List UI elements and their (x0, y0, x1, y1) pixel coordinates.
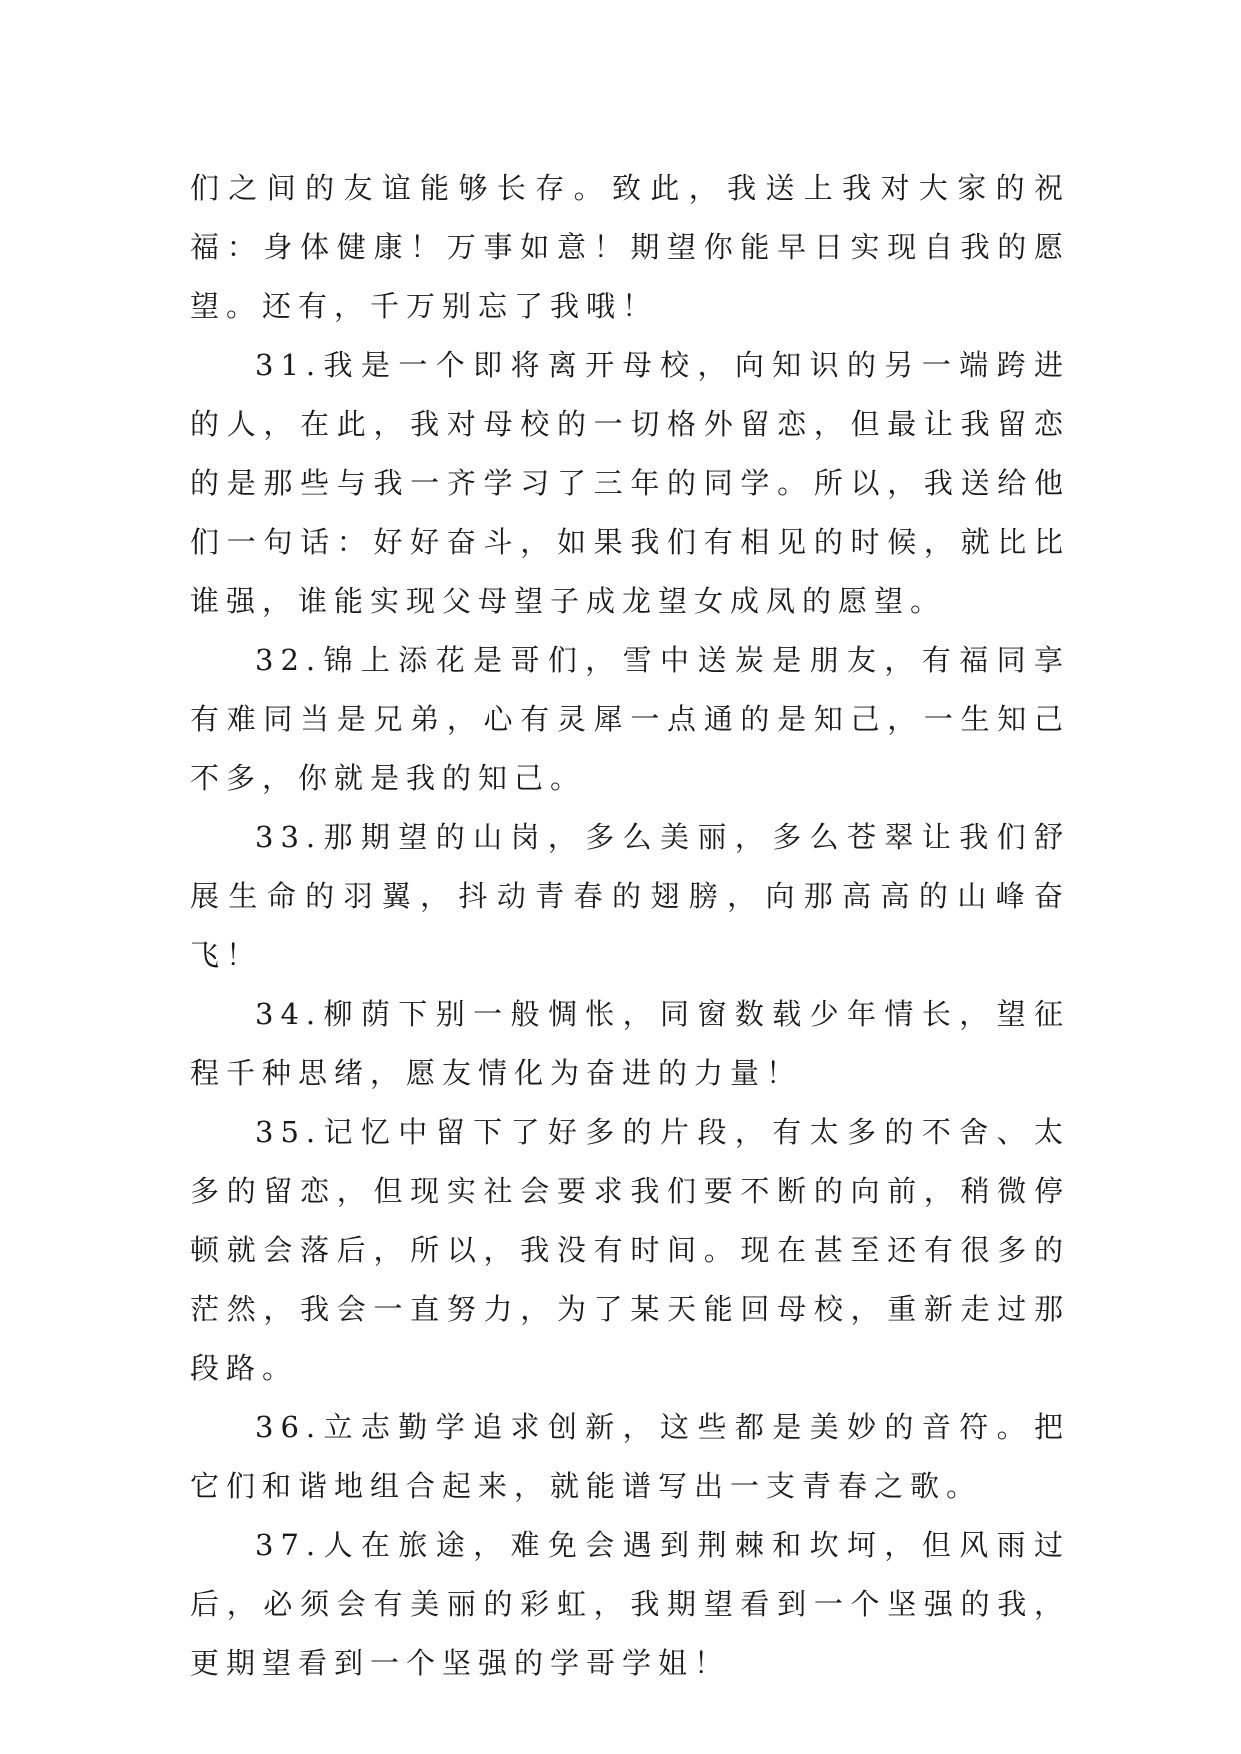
paragraph-continuation: 们之间的友谊能够长存。致此，我送上我对大家的祝福：身体健康！万事如意！期望你能早日实现自我的愿望。还有，千万别忘了我哦！ (190, 171, 1070, 323)
paragraph-item-33: 33.那期望的山岗，多么美丽，多么苍翠让我们舒展生命的羽翼，抖动青春的翅膀，向那高高的山峰奋飞！ (190, 820, 1070, 972)
paragraph-item-36: 36.立志勤学追求创新，这些都是美妙的音符。把它们和谐地组合起来，就能谱写出一支青春之歌。 (190, 1410, 1070, 1503)
paragraph-item-37: 37.人在旅途，难免会遇到荆棘和坎坷，但风雨过后，必须会有美丽的彩虹，我期望看到一个坚强的我，更期望看到一个坚强的学哥学姐！ (190, 1528, 1070, 1680)
paragraph-item-34: 34.柳荫下别一般惆怅，同窗数载少年情长，望征程千种思绪，愿友情化为奋进的力量！ (190, 997, 1070, 1090)
paragraph-item-35: 35.记忆中留下了好多的片段，有太多的不舍、太多的留恋，但现实社会要求我们要不断的向前，稍微停顿就会落后，所以，我没有时间。现在甚至还有很多的茫然，我会一直努力，为了某天能回母校，重新走过那段路。 (190, 1115, 1070, 1385)
paragraph-item-32: 32.锦上添花是哥们，雪中送炭是朋友，有福同享有难同当是兄弟，心有灵犀一点通的是知己，一生知己不多，你就是我的知己。 (190, 643, 1070, 795)
paragraph-item-31: 31.我是一个即将离开母校，向知识的另一端跨进的人，在此，我对母校的一切格外留恋，但最让我留恋的是那些与我一齐学习了三年的同学。所以，我送给他们一句话：好好奋斗，如果我们有相见的时候，就比比谁强，谁能实现父母望子成龙望女成凤的愿望。 (190, 348, 1070, 618)
document-body (190, 159, 1070, 1693)
